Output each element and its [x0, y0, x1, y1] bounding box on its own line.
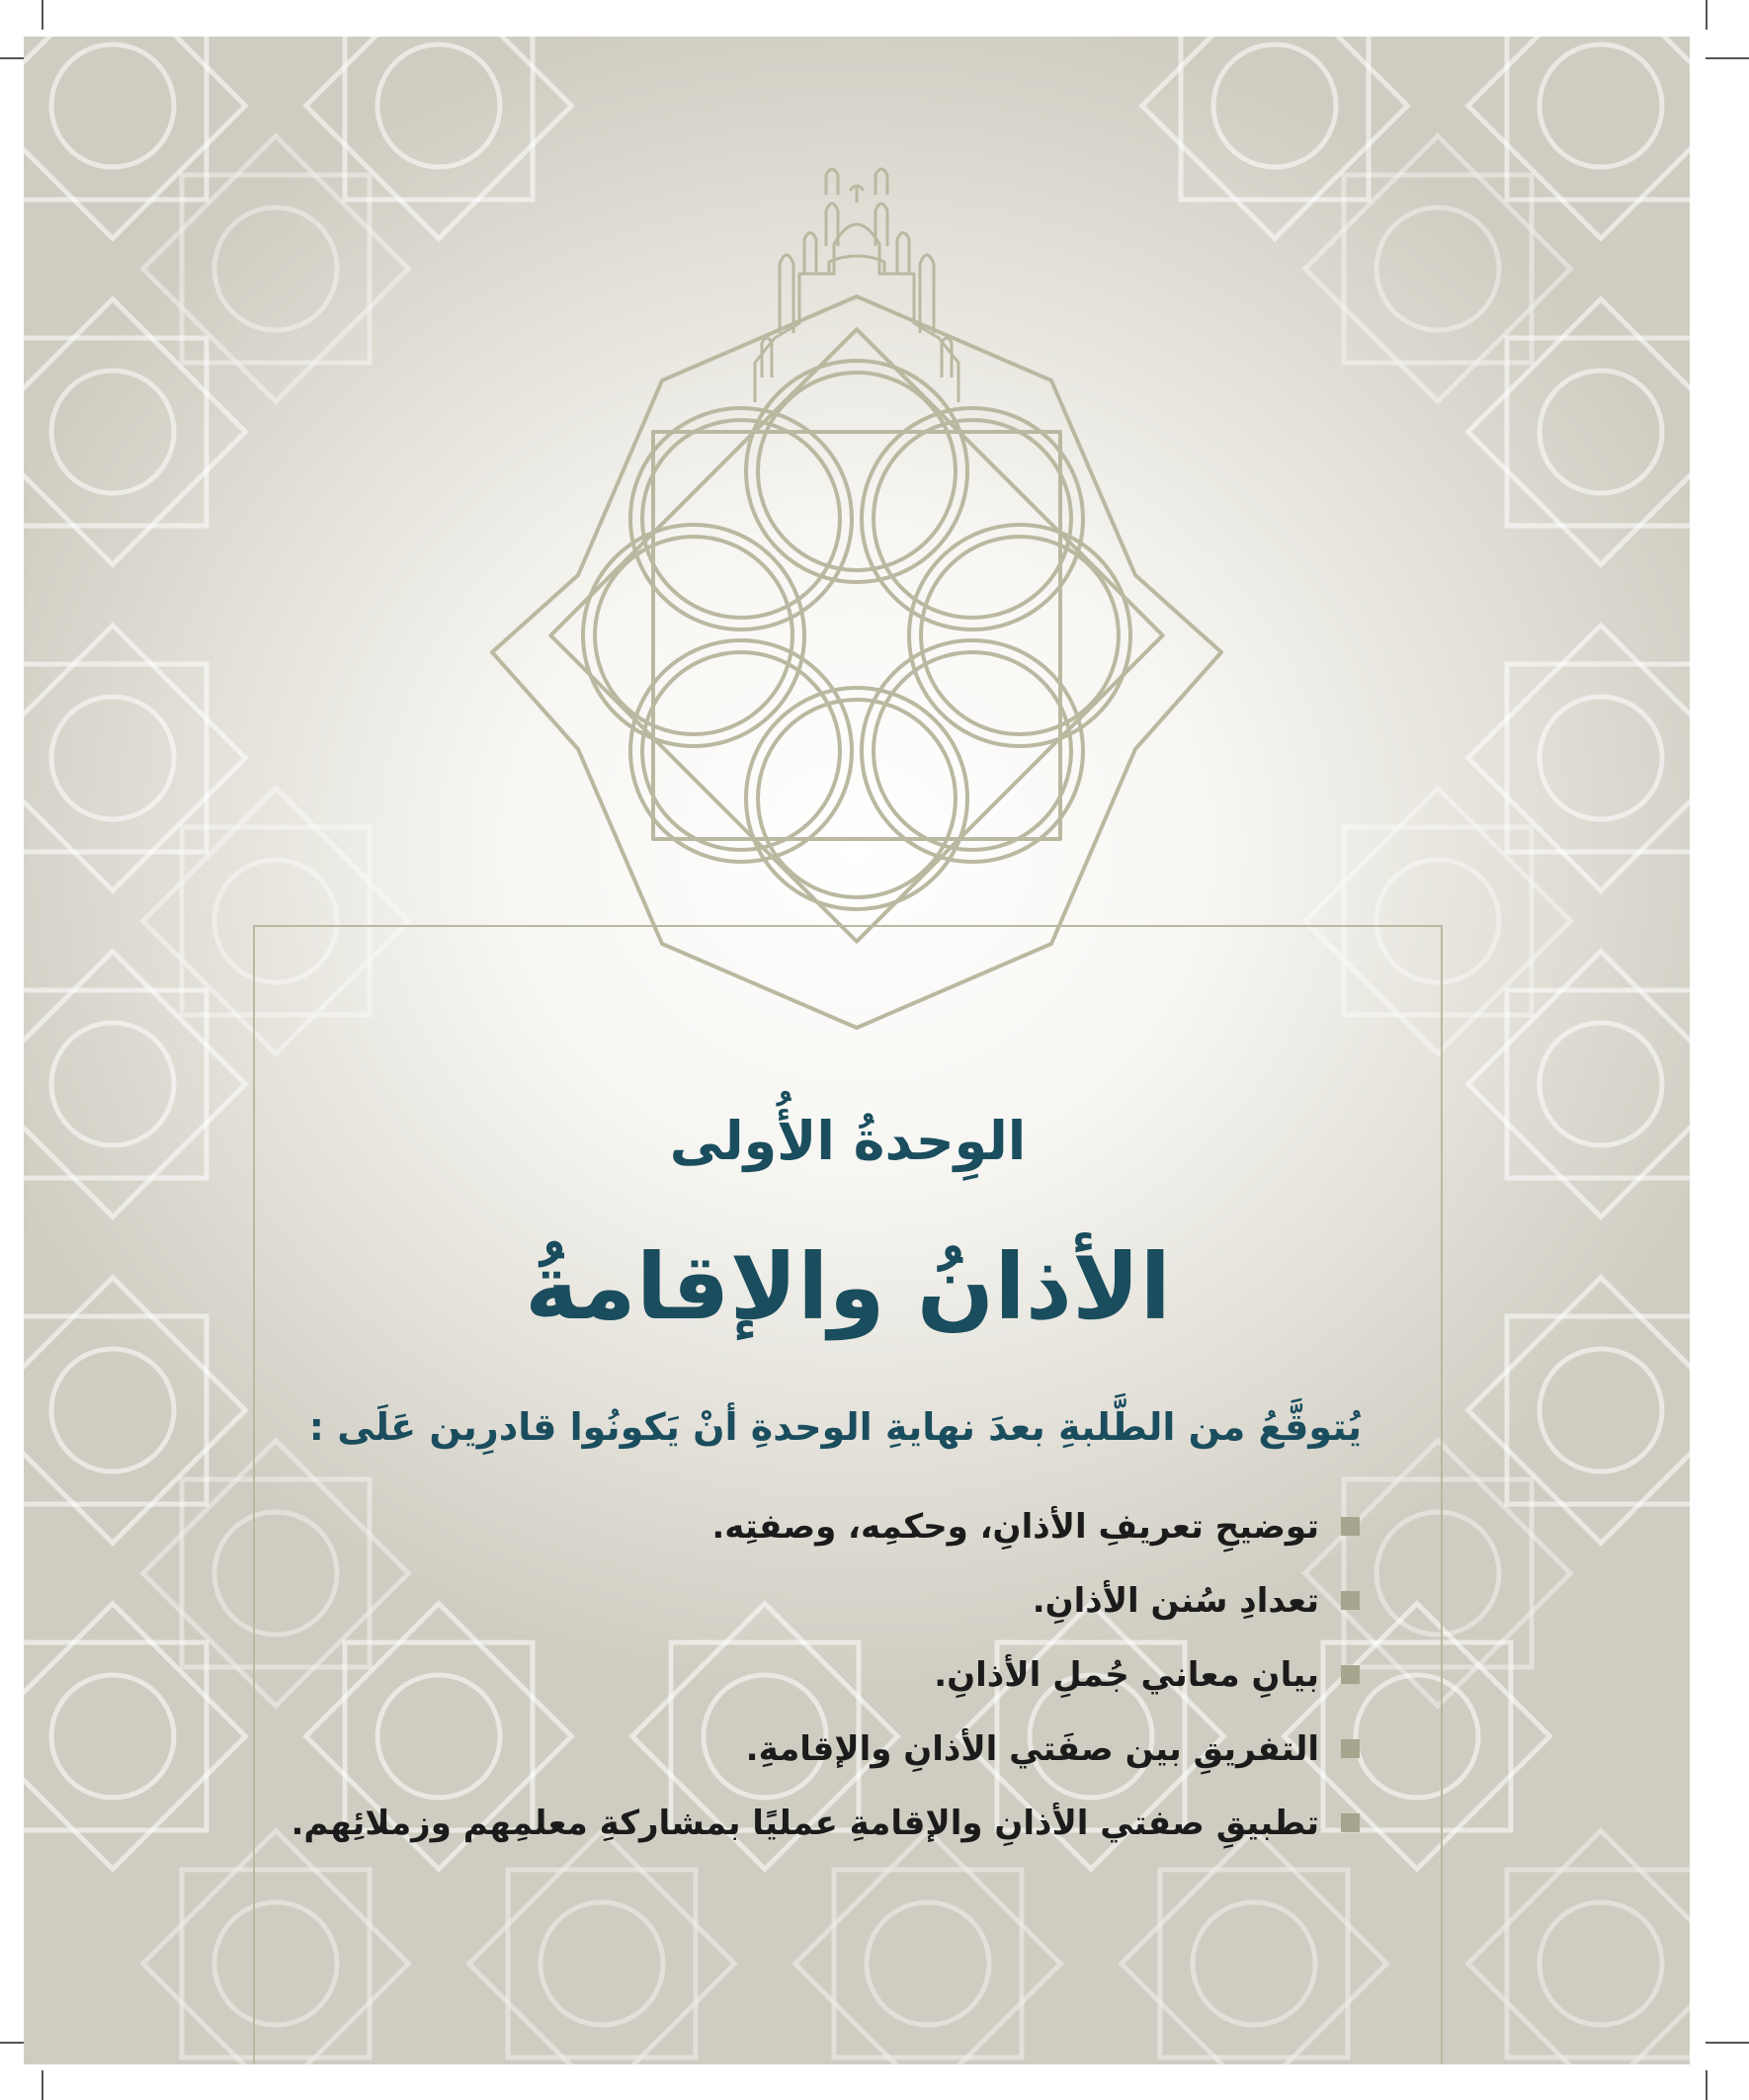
crop-mark [1706, 0, 1707, 30]
square-bullet-icon [1341, 1739, 1360, 1758]
crop-mark [1706, 2070, 1707, 2100]
star-frame-outer [492, 296, 1221, 1028]
list-item [273, 1638, 1360, 1712]
list-item [273, 1712, 1360, 1786]
square-bullet-icon [1341, 1665, 1360, 1684]
unit-subtitle: الوِحدةُ الأُولى [669, 1110, 1027, 1172]
objective-text: تطبيقِ صفتي الأذانِ والإقامةِ عمليًا بمشاركةِ معلمِهم وزملائِهم. [291, 1803, 1319, 1843]
objectives-list [273, 1489, 1360, 1860]
star-frame-square-inner [653, 432, 1060, 839]
crop-mark [42, 0, 43, 30]
objectives-intro: يُتوقَّعُ من الطَّلبةِ بعدَ نهايةِ الوحدةِ أنْ يَكونُوا قادرِين عَلَى : [308, 1405, 1362, 1449]
unit-title: الأذانُ والإقامةُ [524, 1234, 1172, 1340]
objective-text: بيانِ معاني جُملِ الأذانِ. [934, 1654, 1319, 1695]
list-item [273, 1489, 1360, 1563]
page [24, 37, 1690, 2064]
objective-text: توضيحِ تعريفِ الأذانِ، وحكمِه، وصفتِه. [711, 1506, 1319, 1547]
crop-mark [42, 2070, 43, 2100]
square-bullet-icon [1341, 1591, 1360, 1610]
rosette [583, 361, 1130, 909]
mosque-star-emblem [24, 37, 1690, 1124]
list-item [273, 1786, 1360, 1860]
crop-mark [1706, 57, 1749, 59]
crop-mark [1706, 2042, 1749, 2044]
objective-text: التفريقِ بين صفَتي الأذانِ والإقامةِ. [745, 1728, 1319, 1769]
list-item [273, 1563, 1360, 1638]
square-bullet-icon [1341, 1517, 1360, 1536]
mosque-skyline-icon [755, 169, 958, 402]
objective-text: تعدادِ سُنن الأذانِ. [1032, 1580, 1319, 1621]
square-bullet-icon [1341, 1813, 1360, 1832]
